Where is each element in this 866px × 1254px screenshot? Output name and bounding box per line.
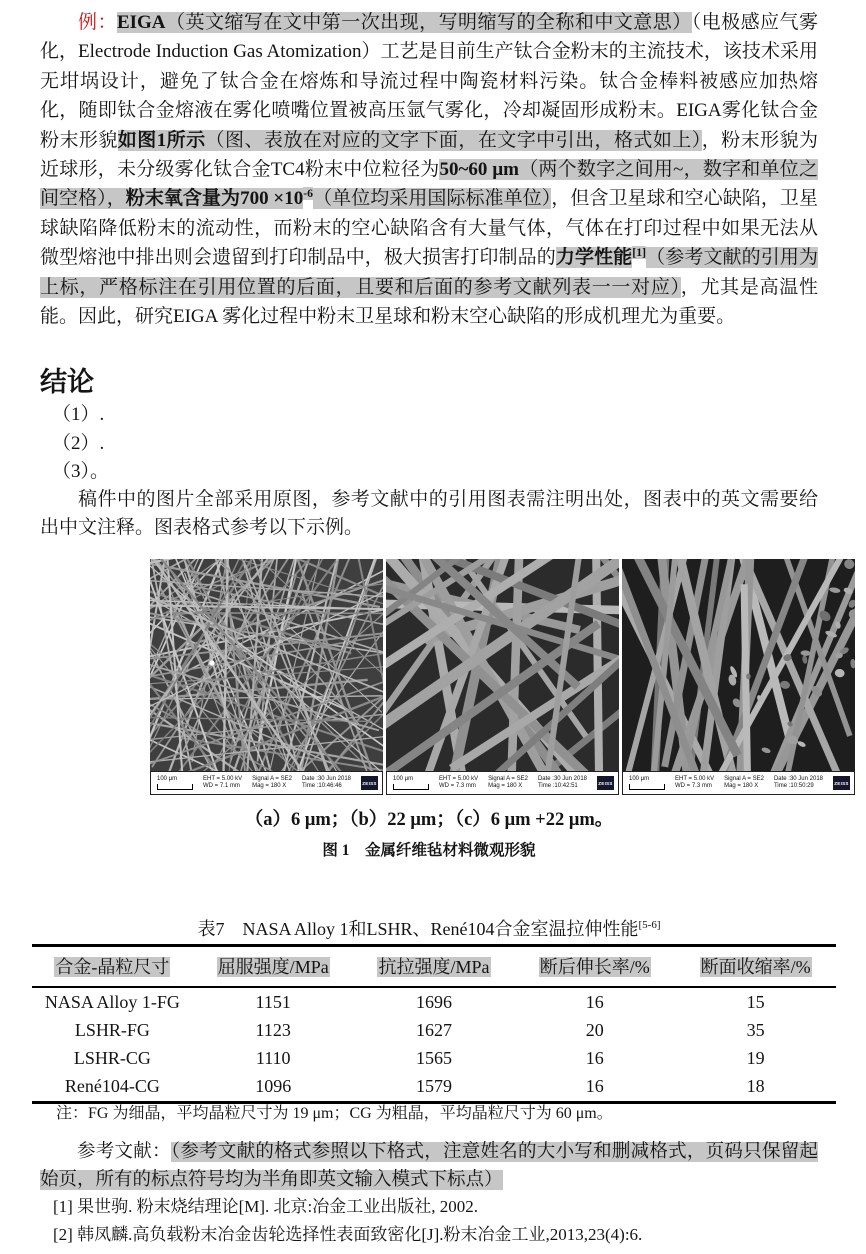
- figure-1: [150, 559, 857, 795]
- conclusion-heading: 结论: [40, 367, 94, 397]
- signal-value: Signal A = SE2: [724, 776, 764, 782]
- table-header-cell: 合金-晶粒尺寸: [32, 946, 193, 988]
- table-cell: 16: [585, 1047, 604, 1068]
- scale-text: 100 μm: [629, 776, 650, 782]
- scale-group: [157, 776, 193, 790]
- text-segment: 50~60 μm: [439, 159, 519, 181]
- table-body: [32, 987, 836, 1102]
- scale-text: 100 μm: [157, 776, 178, 782]
- eht-value: EHT = 5.00 kV: [439, 776, 479, 782]
- text-segment: 例：: [78, 12, 117, 33]
- table-cell: LSHR-CG: [73, 1047, 151, 1068]
- time-value: Time :10:42:51: [537, 783, 578, 789]
- sem-micrograph-a: [150, 559, 383, 771]
- table-cell: 1096: [255, 1076, 292, 1097]
- example-paragraph: [40, 8, 818, 331]
- table-title: [40, 915, 818, 941]
- scale-bar-icon: [393, 784, 429, 790]
- zeiss-logo-icon: ZEISS: [597, 776, 614, 790]
- table-cell: 1696: [415, 991, 452, 1012]
- table-row: [32, 1044, 836, 1072]
- text-segment: ，但含卫星球和空心缺陷，卫星球缺陷降低粉末的流动性，而粉末的空心缺陷含有大量气体，气体在打印过程中如果无法从微型熔池中排出则会遗留到打印制品中，极大损害打印制品的: [40, 188, 818, 269]
- text-segment: （英文缩写在文中第一次出现，写明缩写的全称和中文意思）: [165, 12, 692, 33]
- zeiss-logo-icon: ZEISS: [833, 776, 850, 790]
- date-value: Date :30 Jun 2018: [537, 776, 587, 782]
- manuscript-figures-paragraph: 稿件中的图片全部采用原图，参考文献中的引用图表需注明出处，图表中的英文需要给出中文注释。图表格式参考以下示例。: [40, 489, 818, 538]
- table-header-cell: 屈服强度/MPa: [193, 946, 354, 988]
- list-item: [2] 韩凤麟.高负载粉末冶金齿轮选择性表面致密化[J].粉末冶金工业,2013,23(4):6.: [53, 1225, 643, 1244]
- eht-value: EHT = 5.00 kV: [203, 776, 243, 782]
- table-header-row: [32, 946, 836, 988]
- mag-value: Mag = 180 X: [488, 783, 523, 789]
- table-cell: 16: [585, 1076, 604, 1097]
- text-segment: （两个数字之间用~，数字和单位之间空格），: [40, 159, 818, 210]
- wd-value: WD = 7.3 mm: [439, 783, 476, 789]
- text-segment: 力学性能: [555, 247, 633, 269]
- table-row: [32, 1016, 836, 1044]
- date-value: Date :30 Jun 2018: [301, 776, 351, 782]
- wd-value: WD = 7.3 mm: [675, 783, 712, 789]
- table-title-text: 表7 NASA Alloy 1和LSHR、René104合金室温拉伸性能: [197, 919, 639, 939]
- text-segment: 粉末氧含量为700 ×10: [125, 188, 304, 210]
- sem-micrograph-c: [622, 559, 855, 771]
- tensile-properties-table: [32, 944, 836, 1104]
- table-cell: 1123: [255, 1019, 291, 1040]
- list-item: （1）.: [52, 404, 105, 425]
- references-intro: [40, 1138, 818, 1194]
- table-row: [32, 1073, 836, 1103]
- sem-micrograph-b: [386, 559, 619, 771]
- signal-value: Signal A = SE2: [488, 776, 528, 782]
- text-segment: 参考文献：: [77, 1142, 171, 1162]
- text-segment: [1]: [632, 245, 647, 259]
- table-header-cell: 断后伸长率/%: [514, 946, 675, 988]
- text-segment: 如图1所示: [117, 129, 206, 151]
- text-segment: （单位均采用国际标准单位）: [313, 188, 552, 210]
- text-segment: （参考文献的格式参照以下格式，注意姓名的大小写和删减格式，页码只保留起始页，所有的标点符号均为半角即英文输入模式下标点）: [40, 1142, 818, 1190]
- table-row: [32, 987, 836, 1016]
- signal-value: Signal A = SE2: [252, 776, 292, 782]
- text-segment: EIGA: [116, 12, 166, 33]
- sem-image-b: [386, 559, 619, 795]
- time-value: Time :10:46:46: [301, 783, 342, 789]
- sem-info-bar-c: [622, 771, 855, 795]
- table-cell: 19: [746, 1047, 765, 1068]
- table-note: 注：FG 为细晶，平均晶粒尺寸为 19 μm；CG 为粗晶，平均晶粒尺寸为 60 μm。: [56, 1105, 613, 1122]
- figure-label: 图 1 金属纤维毡材料微观形貌: [322, 842, 536, 859]
- figure-caption: （a）6 μm；（b）22 μm；（c）6 μm +22 μm。: [244, 810, 614, 830]
- text-segment: （参考文献的引用为上标，严格标注在引用位置的后面，且要和后面的参考文献列表一一对应）: [40, 247, 818, 298]
- scale-bar-icon: [157, 784, 193, 790]
- zeiss-logo-icon: ZEISS: [361, 776, 378, 790]
- table-header-cell: 断面收缩率/%: [675, 946, 836, 988]
- table-cell: 15: [746, 991, 765, 1012]
- table-cell: 1110: [255, 1047, 291, 1068]
- list-item: （3）。: [52, 461, 110, 482]
- table-cell: 35: [746, 1019, 765, 1040]
- sem-info-bar-a: [150, 771, 383, 795]
- table-cell: René104-CG: [64, 1076, 160, 1097]
- table-cell: NASA Alloy 1-FG: [44, 991, 180, 1012]
- conclusion-list: [52, 401, 109, 487]
- table-cell: 16: [585, 991, 604, 1012]
- table-cell: 1627: [415, 1019, 452, 1040]
- table-cell: 1565: [415, 1047, 452, 1068]
- mag-value: Mag = 180 X: [252, 783, 287, 789]
- text-segment: ，粉末形貌为近球形，未分级雾化钛合金TC4粉末中位粒径为: [40, 129, 818, 181]
- time-value: Time :10:50:29: [773, 783, 814, 789]
- date-value: Date :30 Jun 2018: [773, 776, 823, 782]
- scale-text: 100 μm: [393, 776, 414, 782]
- scale-group: [629, 776, 665, 790]
- text-segment: ，尤其是高温性能。因此，研究EIGA 雾化过程中粉末卫星球和粉末空心缺陷的形成机理尤为重要。: [40, 276, 818, 328]
- table-cell: LSHR-FG: [74, 1019, 150, 1040]
- table-cell: 1579: [415, 1076, 452, 1097]
- table-cell: 18: [746, 1076, 765, 1097]
- text-segment: -6: [303, 187, 314, 201]
- list-item: [1] 果世驹. 粉末烧结理论[M]. 北京:冶金工业出版社, 2002.: [53, 1197, 478, 1216]
- sem-info-bar-b: [386, 771, 619, 795]
- table-header-cell: 抗拉强度/MPa: [354, 946, 515, 988]
- text-segment: （图、表放在对应的文字下面，在文字中引出，格式如上）: [205, 129, 702, 151]
- table-cell: 1151: [255, 991, 291, 1012]
- table-title-citation: [5-6]: [638, 919, 661, 931]
- table-cell: 20: [585, 1019, 604, 1040]
- references-list: [53, 1197, 813, 1253]
- sem-image-a: [150, 559, 383, 795]
- scale-group: [393, 776, 429, 790]
- sem-image-c: [622, 559, 855, 795]
- scale-bar-icon: [629, 784, 665, 790]
- wd-value: WD = 7.1 mm: [203, 783, 240, 789]
- eht-value: EHT = 5.00 kV: [675, 776, 715, 782]
- text-segment: （电极感应气雾化，Electrode Induction Gas Atomization）工艺是目前生产钛合金粉末的主流技术，该技术采用无坩埚设计，避免了钛合金在熔炼和导流过程中陶瓷材料污染。钛合金棒料被感应加热熔化，随即钛合金熔液在雾化喷嘴位置被高压氩气雾化，冷却凝固形成粉末。EIGA雾化钛合金粉末形貌: [40, 12, 818, 151]
- mag-value: Mag = 180 X: [724, 783, 759, 789]
- list-item: （2）.: [52, 432, 105, 454]
